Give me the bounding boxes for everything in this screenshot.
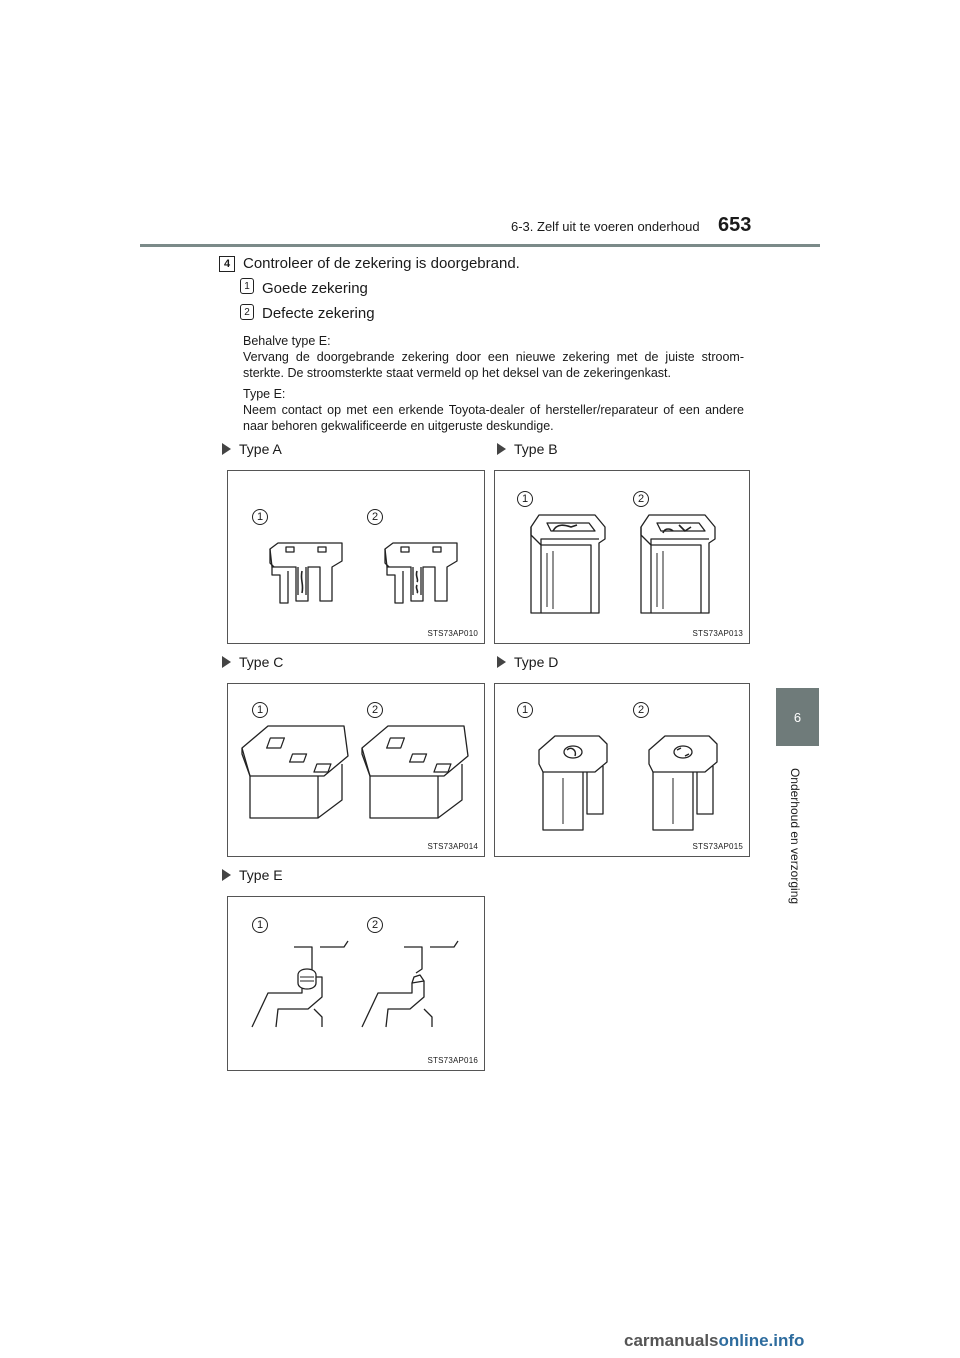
chapter-tab[interactable] — [776, 688, 819, 746]
watermark-part-1: carmanuals — [624, 1331, 719, 1350]
triangle-bullet-icon — [497, 656, 506, 668]
legend-defective-fuse: Defecte zekering — [262, 305, 375, 322]
type-a-label: Type A — [239, 441, 282, 457]
chapter-label-text: Onderhoud en verzorging — [788, 767, 802, 905]
figure-type-a — [227, 470, 485, 644]
figure-code: STS73AP015 — [692, 842, 743, 851]
note-except-type-e-title: Behalve type E: — [243, 334, 331, 348]
figure-type-e — [227, 896, 485, 1071]
callout-1: 1 — [252, 509, 268, 525]
triangle-bullet-icon — [222, 443, 231, 455]
figure-code: STS73AP014 — [427, 842, 478, 851]
chapter-number: 6 — [793, 709, 802, 725]
note-except-type-e-body: Vervang de doorgebrande zekering door een nieuwe zekering met de juiste stroom-sterkte. De stroomsterkte staat vermeld op het deksel van de zekeringenkast. — [243, 350, 744, 380]
triangle-bullet-icon — [497, 443, 506, 455]
type-d-label: Type D — [514, 654, 559, 670]
site-watermark[interactable] — [624, 1331, 804, 1351]
cartridge-fuse-illustration — [495, 471, 751, 645]
callout-1: 1 — [252, 702, 268, 718]
callout-1: 1 — [517, 491, 533, 507]
figure-code: STS73AP013 — [692, 629, 743, 638]
legend-badge-2: 2 — [240, 304, 254, 320]
callout-2: 2 — [367, 917, 383, 933]
callout-1: 1 — [252, 917, 268, 933]
figure-code: STS73AP016 — [427, 1056, 478, 1065]
legend-good-fuse: Goede zekering — [262, 280, 368, 297]
note-type-e-title: Type E: — [243, 387, 286, 401]
type-a-heading — [222, 441, 282, 457]
type-e-label: Type E — [239, 867, 283, 883]
header-section-title: 6-3. Zelf uit te voeren onderhoud — [511, 219, 700, 234]
type-b-label: Type B — [514, 441, 558, 457]
note-type-e-body: Neem contact op met een erkende Toyota-dealer of hersteller/reparateur of een andere naar behoren gekwalificeerde en uitgeruste deskundige. — [243, 403, 744, 433]
callout-2: 2 — [633, 702, 649, 718]
figure-type-c — [227, 683, 485, 857]
header-divider — [140, 244, 820, 247]
figure-code: STS73AP010 — [427, 629, 478, 638]
bolt-fuse-illustration — [495, 684, 751, 858]
type-c-heading — [222, 654, 283, 670]
callout-1: 1 — [517, 702, 533, 718]
callout-2: 2 — [367, 702, 383, 718]
blade-fuse-illustration — [228, 471, 486, 645]
callout-2: 2 — [633, 491, 649, 507]
figure-type-d — [494, 683, 750, 857]
watermark-part-2: online.info — [718, 1331, 805, 1350]
type-b-heading — [497, 441, 558, 457]
step-number-badge: 4 — [219, 256, 235, 272]
type-c-label: Type C — [239, 654, 284, 670]
step-instruction: Controleer of de zekering is doorgebrand. — [243, 255, 520, 272]
legend-badge-1: 1 — [240, 278, 254, 294]
callout-2: 2 — [367, 509, 383, 525]
type-d-heading — [497, 654, 558, 670]
chapter-label — [788, 756, 802, 916]
triangle-bullet-icon — [222, 656, 231, 668]
figure-type-b — [494, 470, 750, 644]
triangle-bullet-icon — [222, 869, 231, 881]
type-e-heading — [222, 867, 283, 883]
page-number: 653 — [718, 214, 752, 236]
